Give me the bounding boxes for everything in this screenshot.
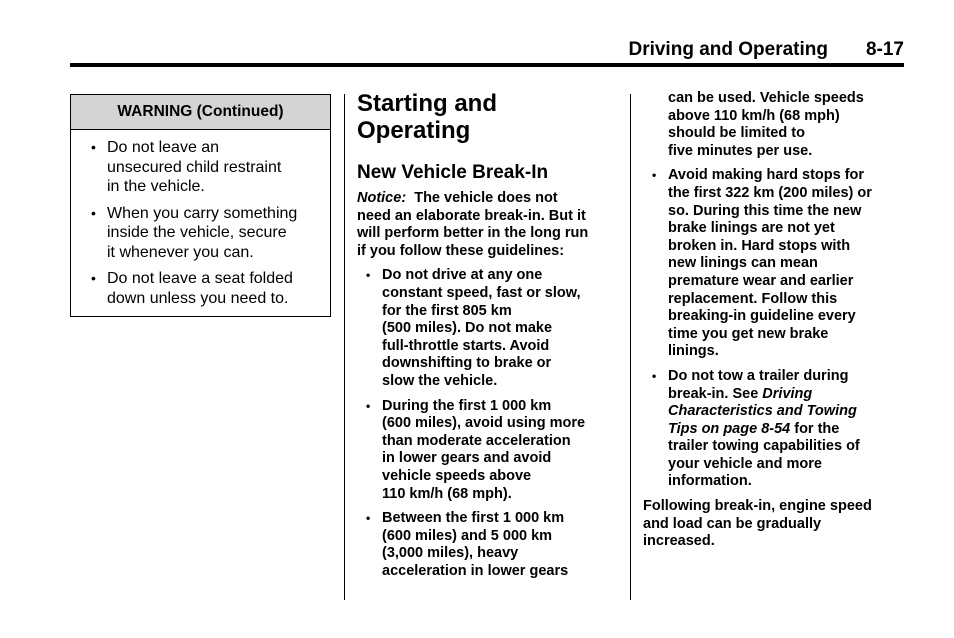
text-line: When you carry something	[107, 204, 298, 222]
text-line: During the first 1 000 km	[382, 397, 552, 414]
text-line: Do not leave a seat folded	[107, 270, 293, 287]
page-header	[70, 39, 904, 61]
text-line: your vehicle and more	[668, 455, 822, 472]
text-line: above 110 km/h (68 mph)	[668, 107, 840, 124]
text-line: Do not tow a trailer during	[668, 367, 849, 384]
text-line: (500 miles). Do not make	[382, 320, 553, 337]
warning-item	[87, 269, 320, 308]
bullet-icon: •	[652, 168, 657, 183]
main-column	[357, 90, 619, 587]
cross-reference-link[interactable]: Tips on page 8-54	[668, 420, 791, 437]
text-line: linings.	[668, 343, 719, 360]
text-line: in the vehicle.	[107, 178, 205, 195]
text-line: the first 322 km (200 miles) or	[668, 184, 872, 201]
text-line: Operating	[357, 117, 471, 144]
text-line: down unless you need to.	[107, 289, 289, 307]
text-line: trailer towing capabilities of	[668, 438, 860, 455]
text-line: constant speed, fast or slow,	[382, 284, 581, 301]
text-line: (600 miles) and 5 000 km	[382, 527, 553, 544]
text-line: and load can be gradually	[643, 515, 822, 532]
text-line: slow the vehicle.	[382, 372, 498, 389]
text-line: full-throttle starts. Avoid	[382, 337, 550, 354]
text-line: so. During this time the new	[668, 202, 862, 219]
bullet-icon: •	[91, 204, 96, 221]
text-line: unsecured child restraint	[107, 158, 282, 176]
text-line: will perform better in the long run	[357, 225, 589, 242]
text-line: Do not leave an	[107, 139, 220, 156]
subsection-heading: New Vehicle Break-In	[357, 162, 549, 183]
text-line: than moderate acceleration	[382, 432, 571, 449]
bullet-icon: •	[366, 398, 371, 413]
text-fragment: for the	[790, 420, 840, 437]
column-divider	[344, 94, 345, 600]
text-line: time you get new brake	[668, 325, 829, 342]
text-line: breaking-in guideline every	[668, 308, 856, 325]
text-line: Do not drive at any one	[382, 267, 543, 284]
text-line: for the first 805 km	[382, 302, 512, 319]
text-line: The vehicle does not	[414, 190, 558, 206]
warning-box	[70, 94, 331, 317]
notice-label: Notice:	[357, 190, 407, 206]
warning-list	[71, 130, 330, 308]
text-line: inside the vehicle, secure	[107, 224, 287, 241]
text-line: vehicle speeds above	[382, 467, 532, 484]
continued-text	[643, 90, 901, 160]
text-line: 110 km/h (68 mph).	[382, 485, 512, 502]
text-line: acceleration in lower gears	[382, 562, 569, 579]
bullet-icon: •	[366, 511, 371, 526]
cross-reference-link[interactable]: Driving	[762, 385, 813, 402]
text-line: (3,000 miles), heavy	[382, 545, 519, 562]
text-line: in lower gears and avoid	[382, 450, 552, 467]
guideline-item	[643, 368, 901, 491]
guideline-item	[357, 398, 619, 504]
text-line: Avoid making hard stops for	[668, 167, 865, 184]
notice-paragraph	[357, 190, 619, 260]
text-line: if you follow these guidelines:	[357, 242, 565, 259]
warning-title: WARNING (Continued)	[71, 95, 330, 130]
text-line: Following break-in, engine speed	[643, 498, 872, 515]
cross-reference-link[interactable]: Characteristics and Towing	[668, 403, 857, 420]
bullet-icon: •	[91, 139, 96, 155]
text-line: need an elaborate break-in. But it	[357, 207, 586, 224]
bullet-icon: •	[652, 368, 657, 383]
page-number: 8-17	[865, 39, 904, 60]
text-line: new linings can mean	[668, 255, 818, 272]
section-heading	[357, 90, 619, 144]
text-line: (600 miles), avoid using more	[382, 415, 586, 432]
text-fragment: break-in. See	[668, 385, 763, 402]
header-rule	[70, 63, 904, 67]
text-line: brake linings are not yet	[668, 220, 835, 237]
text-line	[668, 421, 901, 439]
warning-item	[87, 138, 320, 197]
text-line: Between the first 1 000 km	[382, 510, 565, 527]
text-line: should be limited to	[668, 125, 805, 142]
text-line: it whenever you can.	[107, 243, 254, 261]
warning-item	[87, 204, 320, 263]
text-line: Starting and	[357, 90, 498, 117]
closing-paragraph	[643, 498, 901, 551]
text-line	[668, 403, 901, 421]
bullet-icon: •	[366, 268, 371, 283]
column-divider	[630, 94, 631, 600]
text-line: information.	[668, 473, 752, 490]
text-line: five minutes per use.	[668, 142, 813, 159]
text-line	[668, 386, 901, 404]
guideline-item	[357, 510, 619, 580]
right-column	[643, 90, 901, 558]
text-line: replacement. Follow this	[668, 290, 838, 307]
text-line: downshifting to brake or	[382, 355, 552, 372]
text-line: premature wear and earlier	[668, 272, 854, 289]
guideline-item	[643, 167, 901, 361]
bullet-icon: •	[91, 270, 96, 286]
text-line: can be used. Vehicle speeds	[668, 90, 864, 106]
text-line: broken in. Hard stops with	[668, 237, 851, 254]
text-line: increased.	[643, 533, 715, 550]
section-title: Driving and Operating	[628, 39, 828, 60]
guideline-item	[357, 267, 619, 390]
